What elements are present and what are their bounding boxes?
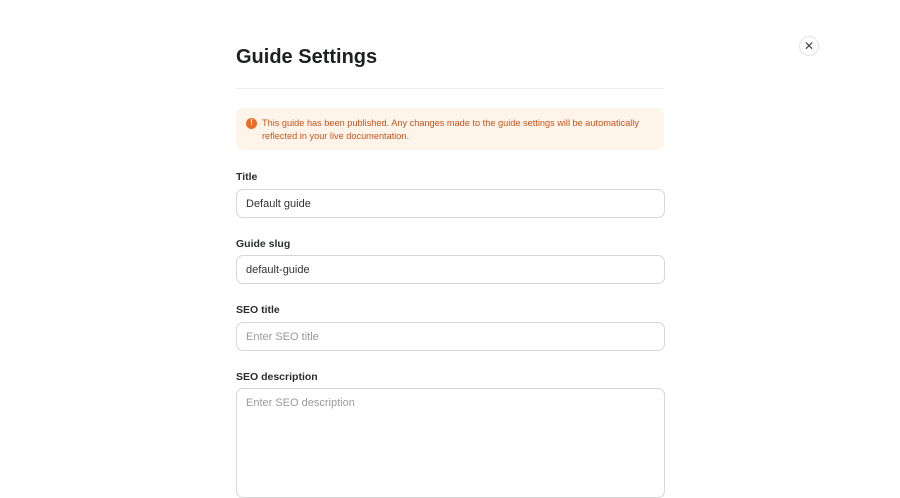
close-icon: ✕: [803, 39, 815, 53]
close-button[interactable]: [799, 36, 819, 56]
divider: [236, 88, 664, 89]
alert-text: This guide has been published. Any changes made to the guide settings will be automatically reflected in your live documentation.: [262, 118, 639, 141]
slug-input[interactable]: [236, 255, 665, 284]
seo-title-input[interactable]: [236, 322, 665, 351]
title-label: Title: [236, 171, 258, 183]
info-icon: !: [246, 118, 257, 129]
slug-label: Guide slug: [236, 238, 291, 250]
seo-description-label: SEO description: [236, 371, 318, 383]
page-title: Guide Settings: [236, 46, 378, 68]
title-input[interactable]: [236, 189, 665, 218]
seo-title-label: SEO title: [236, 304, 280, 316]
published-alert: [236, 108, 664, 150]
seo-description-input[interactable]: [236, 388, 665, 498]
